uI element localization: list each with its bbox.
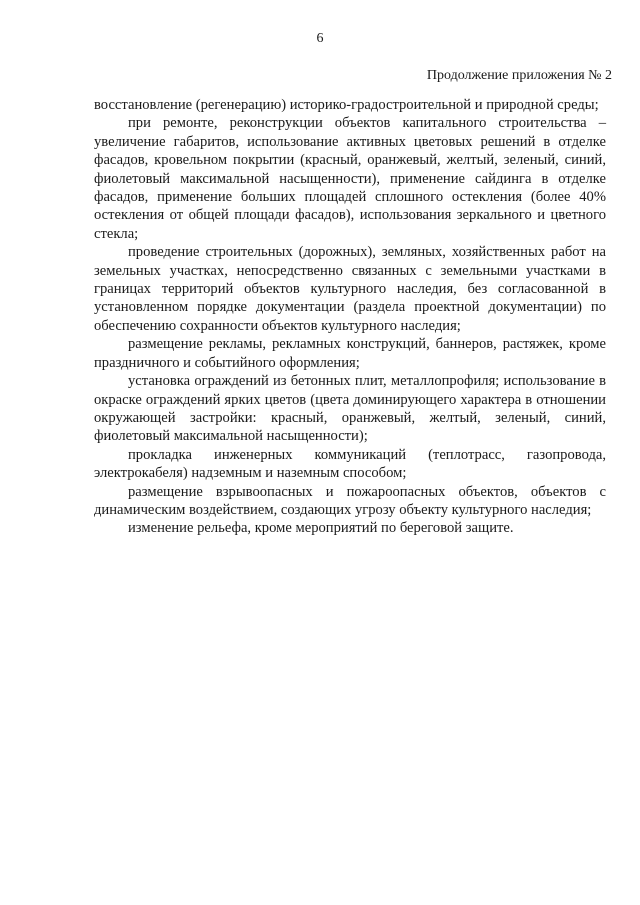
paragraph-hazardous-objects: размещение взрывоопасных и пожароопасных объектов, объектов с динамическим воздействием, создающих угрозу объекту культурного наследия; (94, 483, 606, 518)
paragraph-construction-works: проведение строительных (дорожных), земляных, хозяйственных работ на земельных участках, непосредственно связанных с земельными участками в границах территорий объектов культурного наследия, без согласованной в установленном порядке документации (раздела проектной документации) по обеспечению сохранности объектов культурного наследия; (94, 244, 606, 334)
page-number: 6 (316, 31, 324, 46)
paragraph-relief-change: изменение рельефа, кроме мероприятий по береговой защите. (128, 520, 514, 537)
paragraph-fencing: установка ограждений из бетонных плит, металлопрофиля; использование в окраске ограждений ярких цветов (цвета доминирующего характера в отношении окружающей застройки: красный, оранжевый, желтый, зеленый, синий, фиолетовый максимальной насыщенности); (94, 373, 606, 445)
paragraph-restoration: восстановление (регенерацию) историко-градостроительной и природной среды; (94, 97, 599, 113)
document-body (94, 96, 606, 538)
paragraph-utilities: прокладка инженерных коммуникаций (теплотрасс, газопровода, электрокабеля) надземным и наземным способом; (94, 446, 606, 482)
paragraph-repair-reconstruction: при ремонте, реконструкции объектов капитального строительства – увеличение габаритов, использование активных цветовых решений в отделке фасадов, кровельном покрытии (красный, оранжевый, желтый, зеленый, синий, фиолетовый максимальной насыщенности), применение сайдинга в отделке фасадов, применение больших площадей сплошного остекления (более 40% остекления от общей площади фасадов), использования зеркального и цветного стекла; (94, 115, 606, 242)
appendix-continuation-note: Продолжение приложения № 2 (426, 68, 612, 83)
paragraph-advertising: размещение рекламы, рекламных конструкций, баннеров, растяжек, кроме праздничного и событийного оформления; (94, 336, 606, 371)
